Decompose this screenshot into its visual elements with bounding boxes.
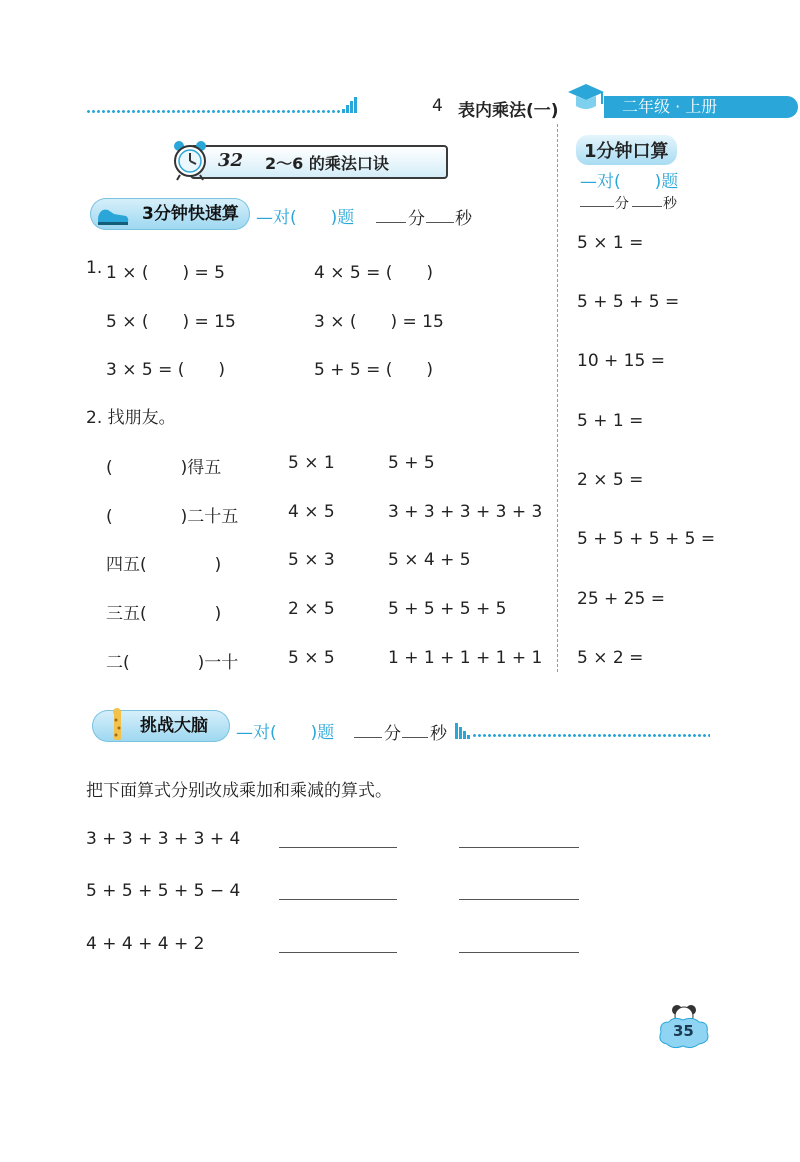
side-item-6[interactable]: 5 + 5 + 5 + 5 = (577, 529, 716, 549)
giraffe-icon (106, 708, 128, 755)
side-item-4[interactable]: 5 + 1 = (577, 411, 644, 431)
quick-calc-label: 3分钟快速算 (142, 204, 239, 224)
challenge-sec-label: 秒 (430, 724, 447, 744)
quick-calc-correct-count: —对( )题 (256, 208, 355, 228)
lesson-number: 32 (218, 150, 244, 171)
q1-item-3[interactable]: 5 × ( ) = 15 (106, 312, 236, 332)
side-min-label: 分 (615, 196, 629, 212)
side-sec-blank (632, 206, 662, 207)
side-item-3[interactable]: 10 + 15 = (577, 351, 665, 371)
challenge-correct-count: —对( )题 (236, 723, 335, 743)
q2-col-a-item-4[interactable]: 三五( ) (106, 604, 222, 624)
side-sec-label: 秒 (663, 196, 677, 212)
challenge-label: 挑战大脑 (140, 716, 208, 736)
side-item-8[interactable]: 5 × 2 = (577, 648, 644, 668)
header-dotted-rule (86, 110, 348, 113)
quick-calc-pill (90, 198, 250, 230)
alarm-clock-icon (170, 138, 210, 182)
challenge-item-3: 4 + 4 + 4 + 2 (86, 934, 205, 954)
side-item-2[interactable]: 5 + 5 + 5 = (577, 292, 680, 312)
q2-col-b-item-1: 5 × 1 (288, 453, 335, 473)
q2-col-c-item-4: 5 + 5 + 5 + 5 (388, 599, 507, 619)
q2-col-a-item-2[interactable]: ( )二十五 (106, 507, 239, 527)
challenge-item-3-answer-b[interactable] (459, 952, 579, 953)
chapter-title: 表内乘法(一) (458, 101, 559, 121)
q2-prompt: 2. 找朋友。 (86, 408, 176, 428)
q2-col-b-item-4: 2 × 5 (288, 599, 335, 619)
challenge-item-1-answer-b[interactable] (459, 847, 579, 848)
q1-item-5[interactable]: 3 × 5 = ( ) (106, 360, 225, 380)
challenge-item-1-answer-a[interactable] (279, 847, 397, 848)
challenge-item-3-answer-a[interactable] (279, 952, 397, 953)
challenge-item-2-answer-b[interactable] (459, 899, 579, 900)
challenge-item-1: 3 + 3 + 3 + 3 + 4 (86, 829, 241, 849)
q1-item-4[interactable]: 3 × ( ) = 15 (314, 312, 444, 332)
graduation-cap-icon (566, 80, 606, 116)
q1-number: 1. (86, 258, 103, 278)
side-min-blank (580, 206, 614, 207)
side-correct-count: —对( )题 (580, 172, 679, 192)
shoe-icon (96, 202, 130, 237)
q2-col-c-item-1: 5 + 5 (388, 453, 435, 473)
challenge-prompt: 把下面算式分别改成乘加和乘减的算式。 (86, 781, 392, 801)
challenge-sec-blank (402, 737, 428, 738)
side-item-1[interactable]: 5 × 1 = (577, 233, 644, 253)
challenge-step-bars (455, 720, 471, 738)
lesson-title: 2～6 的乘法口诀 (265, 154, 389, 173)
challenge-item-2-answer-a[interactable] (279, 899, 397, 900)
grade-banner: 二年级 · 上册 (604, 96, 798, 118)
challenge-min-blank (354, 737, 382, 738)
quick-calc-sec-blank (426, 222, 454, 223)
side-divider (557, 124, 558, 672)
q2-col-b-item-2: 4 × 5 (288, 502, 335, 522)
challenge-dotted-rule (472, 734, 710, 737)
challenge-item-2: 5 + 5 + 5 + 5 − 4 (86, 881, 241, 901)
q2-col-c-item-3: 5 × 4 + 5 (388, 550, 471, 570)
quick-calc-min-label: 分 (408, 209, 425, 229)
challenge-pill (92, 710, 230, 742)
quick-calc-sec-label: 秒 (455, 209, 472, 229)
q2-col-a-item-1[interactable]: ( )得五 (106, 458, 222, 478)
header-step-bars (342, 94, 358, 112)
side-item-7[interactable]: 25 + 25 = (577, 589, 665, 609)
challenge-min-label: 分 (384, 724, 401, 744)
q2-col-c-item-5: 1 + 1 + 1 + 1 + 1 (388, 648, 543, 668)
q2-col-a-item-3[interactable]: 四五( ) (106, 555, 222, 575)
q1-item-1[interactable]: 1 × ( ) = 5 (106, 263, 225, 283)
quick-calc-min-blank (376, 222, 406, 223)
q2-col-c-item-2: 3 + 3 + 3 + 3 + 3 (388, 502, 543, 522)
q2-col-a-item-5[interactable]: 二( )一十 (106, 653, 239, 673)
q1-item-2[interactable]: 4 × 5 = ( ) (314, 263, 433, 283)
side-item-5[interactable]: 2 × 5 = (577, 470, 644, 490)
q2-col-b-item-5: 5 × 5 (288, 648, 335, 668)
page-number: 35 (673, 1022, 694, 1040)
q2-col-b-item-3: 5 × 3 (288, 550, 335, 570)
side-title: 1分钟口算 (576, 135, 677, 165)
chapter-number: 4 (432, 96, 443, 116)
q1-item-6[interactable]: 5 + 5 = ( ) (314, 360, 433, 380)
